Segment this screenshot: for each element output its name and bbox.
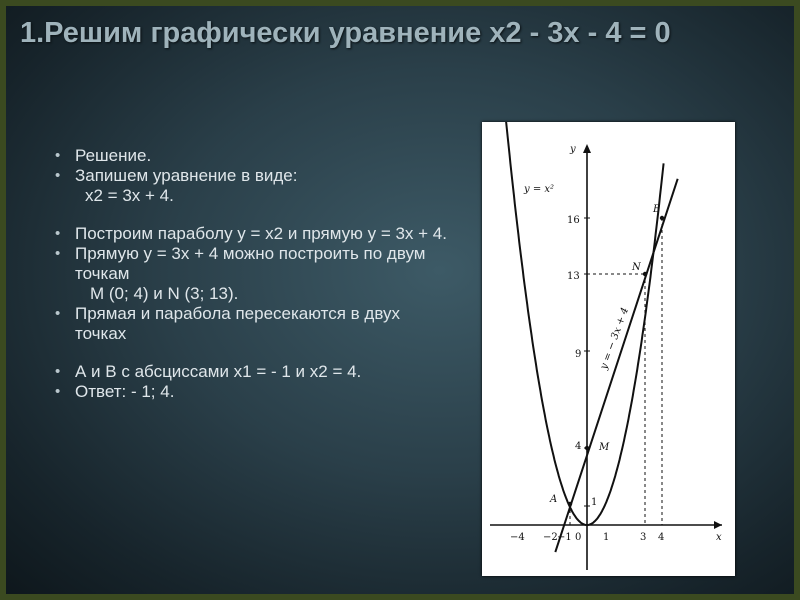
point-b <box>660 216 664 220</box>
bullet-item: • А и В с абсциссами х1 = - 1 и х2 = 4. <box>50 362 450 382</box>
slide-title: 1.Решим графически уравнение х2 - 3х - 4 = 0 <box>20 17 671 49</box>
bullet-item: • Построим параболу у = х2 и прямую у = 3х + 4. <box>50 224 450 244</box>
y-axis-label: y <box>570 144 576 155</box>
point-label-b: B <box>653 204 661 215</box>
straight-line <box>555 179 677 552</box>
x-axis-arrow <box>714 521 722 529</box>
line-label: y = − 3x + 4 <box>598 306 632 372</box>
bullet-item: • Запишем уравнение в виде: <box>50 166 450 186</box>
point-label-m: M <box>599 442 610 453</box>
x-tick-label: −4 <box>510 532 525 543</box>
solution-text <box>50 146 450 402</box>
indented-line: М (0; 4) и N (3; 13). <box>90 284 239 303</box>
parabola-label: y = x² <box>524 184 555 195</box>
graph-figure <box>482 122 735 576</box>
spacer <box>50 344 450 362</box>
bullet-item: • Ответ: - 1; 4. <box>50 382 450 402</box>
x-tick-label: 4 <box>658 532 665 543</box>
y-tick-label: 13 <box>567 271 580 282</box>
bullet-item: • Решение. <box>50 146 450 166</box>
x-axis-label: x <box>716 532 722 543</box>
x-tick-label: 0 <box>575 532 582 543</box>
x-tick-label: 1 <box>603 532 610 543</box>
point-label-a: A <box>550 494 558 505</box>
y-tick-label: 1 <box>591 497 598 508</box>
x-tick-label: −1 <box>557 532 572 543</box>
point-label-n: N <box>632 262 641 273</box>
y-tick-label: 4 <box>575 441 582 452</box>
point-n <box>643 272 647 276</box>
point-m <box>585 446 589 450</box>
y-tick-label: 16 <box>567 215 580 226</box>
indented-line: х2 = 3х + 4. <box>85 186 174 205</box>
bullet-item: • Прямая и парабола пересекаются в двух точках <box>50 304 450 344</box>
y-tick-label: 9 <box>575 349 582 360</box>
point-a <box>568 502 572 506</box>
parabola-curve <box>496 122 664 525</box>
x-tick-label: 3 <box>640 532 647 543</box>
x-tick-label: −2 <box>543 532 558 543</box>
y-axis-arrow <box>583 144 591 153</box>
graph-svg <box>482 122 735 576</box>
spacer <box>50 206 450 224</box>
bullet-item: • Прямую у = 3х + 4 можно построить по двум точкам <box>50 244 450 284</box>
